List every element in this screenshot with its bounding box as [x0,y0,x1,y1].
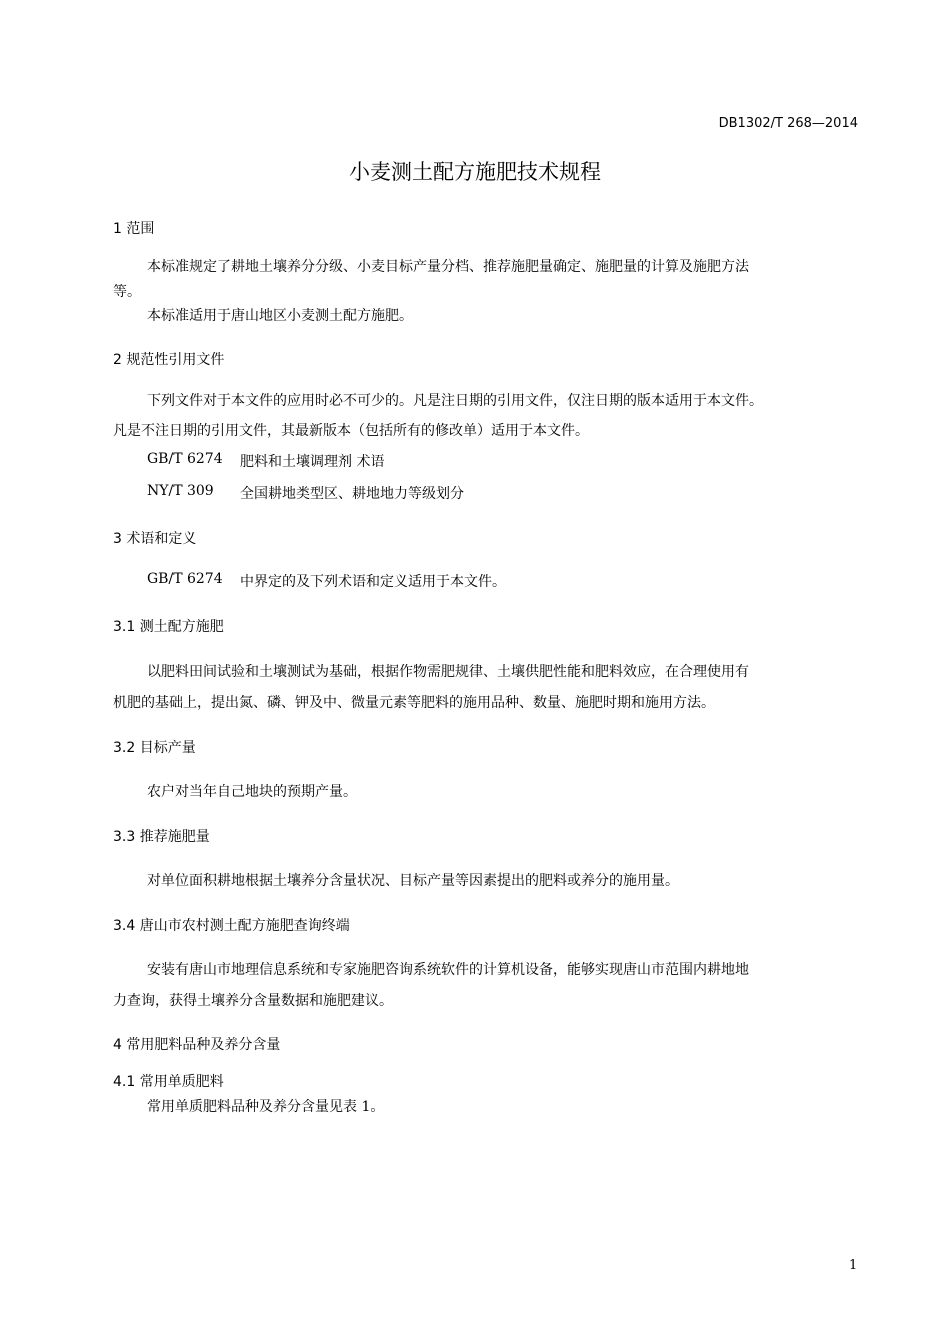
document-title: 小麦测土配方施肥技术规程 [349,160,601,184]
section-4-heading: 4 常用肥料品种及养分含量 [113,1037,281,1053]
reference-1-code: GB/T 6274 [147,451,223,467]
standard-number: DB1302/T 268—2014 [718,116,858,131]
term-3-4-line-1: 安装有唐山市地理信息系统和专家施肥咨询系统软件的计算机设备，能够实现唐山市范围内耕地地 [147,962,749,978]
term-3-3-heading: 3.3 推荐施肥量 [113,829,210,845]
term-3-4-line-2: 力查询，获得土壤养分含量数据和施肥建议。 [113,993,393,1009]
term-3-1-line-1: 以肥料田间试验和土壤测试为基础，根据作物需肥规律、土壤供肥性能和肥料效应，在合理使用有 [147,664,749,680]
term-3-2-text: 农户对当年自己地块的预期产量。 [147,784,357,800]
term-3-4-heading: 3.4 唐山市农村测土配方施肥查询终端 [113,918,350,934]
term-3-1-heading: 3.1 测土配方施肥 [113,619,224,635]
term-3-1-line-2: 机肥的基础上，提出氮、磷、钾及中、微量元素等肥料的施用品种、数量、施肥时期和施用方法。 [113,695,715,711]
reference-2-title: 全国耕地类型区、耕地地力等级划分 [240,486,464,502]
section-1-paragraph-2: 本标准适用于唐山地区小麦测土配方施肥。 [147,308,413,324]
section-1-paragraph-1-line-2: 等。 [113,284,141,300]
section-3-intro-text: 中界定的及下列术语和定义适用于本文件。 [240,574,506,590]
section-3-heading: 3 术语和定义 [113,531,197,547]
section-4-1-heading: 4.1 常用单质肥料 [113,1074,224,1090]
section-2-heading: 2 规范性引用文件 [113,352,225,368]
section-2-paragraph-line-1: 下列文件对于本文件的应用时必不可少的。凡是注日期的引用文件，仅注日期的版本适用于本文件。 [147,393,763,409]
page-number: 1 [849,1258,858,1273]
section-1-heading: 1 范围 [113,221,155,237]
term-3-3-text: 对单位面积耕地根据土壤养分含量状况、目标产量等因素提出的肥料或养分的施用量。 [147,873,679,889]
reference-2-code: NY/T 309 [147,483,214,499]
term-3-2-heading: 3.2 目标产量 [113,740,196,756]
section-2-paragraph-line-2: 凡是不注日期的引用文件，其最新版本（包括所有的修改单）适用于本文件。 [113,423,589,439]
reference-1-title: 肥料和土壤调理剂 术语 [240,454,385,470]
section-1-paragraph-1-line-1: 本标准规定了耕地土壤养分分级、小麦目标产量分档、推荐施肥量确定、施肥量的计算及施肥方法 [147,259,749,275]
section-4-1-text: 常用单质肥料品种及养分含量见表 1。 [147,1099,385,1115]
section-3-intro-code: GB/T 6274 [147,571,223,587]
